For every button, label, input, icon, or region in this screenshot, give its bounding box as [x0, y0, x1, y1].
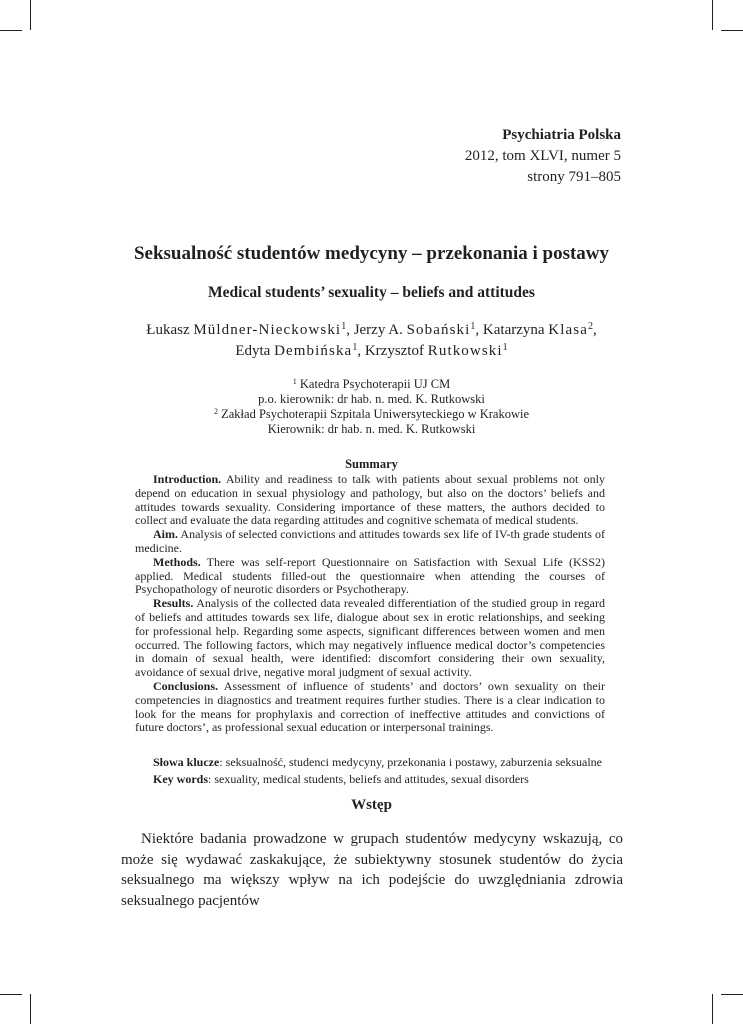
- abstract-paragraph: Results. Analysis of the collected data revealed differentiation of the studied group in regard of beliefs and attitudes towards sex life, dialogue about sex in erotic relationships, and seeking for professional help. Regarding some aspects, significant differences between women and men occurred. The following factors, which may negatively influence medical doctor’s competencies in domain of sexual health, were identified: discomfort considering their own sexuality, avoidance of sexual drive, negative moral judgment of sexual activity.: [135, 596, 605, 680]
- body-paragraph: Niektóre badania prowadzone w grupach studentów medycyny wskazują, co może się wydawać zaskakujące, że subiektywny stosunek studentów do życia seksualnego ma większy wpływ na ich podejście do uwzględniania zdrowia seksualnego pacjentów: [121, 831, 623, 909]
- crop-mark: [30, 0, 31, 30]
- affiliation-line: p.o. kierownik: dr hab. n. med. K. Rutkowski: [258, 392, 485, 406]
- abstract: [135, 473, 605, 735]
- journal-pages: strony 791–805: [527, 169, 621, 185]
- crop-mark: [30, 994, 31, 1024]
- journal-name: Psychiatria Polska: [502, 127, 621, 143]
- crop-mark: [721, 994, 743, 995]
- affiliation-line: $^1$ Katedra Psychoterapii UJ CM: [292, 377, 451, 391]
- author-line: [0, 320, 743, 341]
- crop-mark: [712, 994, 713, 1024]
- abstract-paragraph: Methods. There was self-report Questionnaire on Satisfaction with Sexual Life (KSS2) applied. Medical students filled-out the questionnaire when attending the courses of Psychopathology of neurotic disorders or Psychotherapy.: [135, 554, 605, 597]
- abstract-paragraph: Introduction. Ability and readiness to talk with patients about sexual problems not only depend on education in sexual physiology and pathology, but also on the doctors’ beliefs and attitudes towards sexuality. Considering importance of these matters, the authors decided to collect and evaluate the data regarding attitudes and cognitive schemata of medical students.: [135, 472, 606, 528]
- author: Katarzyna Klasa$^2$,: [482, 321, 597, 338]
- paper-title: Seksualność studentów medycyny – przekonania i postawy: [133, 243, 610, 264]
- journal-issue: 2012, tom XLVI, numer 5: [464, 148, 621, 164]
- keywords: [153, 754, 623, 788]
- author: Jerzy A. Sobański$^1$,: [353, 321, 483, 338]
- crop-mark: [0, 30, 22, 31]
- abstract-paragraph: Aim. Analysis of selected convictions and attitudes towards sex life of IV-th grade students of medicine.: [135, 527, 605, 555]
- author: Edyta Dembińska$^1$,: [235, 342, 365, 359]
- affiliation-line: $^2$ Zakład Psychoterapii Szpitala Uniwersyteckiego w Krakowie: [213, 407, 530, 421]
- abstract-paragraph: Conclusions. Assessment of influence of students’ and doctors’ own sexuality on their competencies in diagnostics and treatment requires further studies. There is a clear indication to look for the means for prophylaxis and correction of ineffective attitudes and convictions of future doctors’, as professional sexual education or interpersonal trainings.: [135, 678, 605, 735]
- author-list: [0, 320, 743, 362]
- keywords-polish: Słowa klucze: seksualność, studenci medycyny, przekonania i postawy, zaburzenia seksualne: [153, 755, 602, 769]
- paper-subtitle: Medical students’ sexuality – beliefs and attitudes: [208, 284, 535, 301]
- author: Łukasz Müldner-Nieckowski$^1$,: [146, 321, 354, 338]
- author-line: [0, 341, 743, 362]
- crop-mark: [712, 0, 713, 30]
- summary-heading: Summary: [345, 457, 398, 471]
- body-text: [121, 829, 623, 911]
- affiliation-line: Kierownik: dr hab. n. med. K. Rutkowski: [267, 422, 476, 436]
- keywords-english: Key words: sexuality, medical students, beliefs and attitudes, sexual disorders: [153, 772, 529, 786]
- section-heading: Wstęp: [351, 797, 392, 813]
- crop-mark: [0, 994, 22, 995]
- crop-mark: [721, 30, 743, 31]
- affiliations: [0, 377, 743, 437]
- author: Krzysztof Rutkowski$^1$: [364, 342, 508, 359]
- journal-header: [465, 125, 621, 188]
